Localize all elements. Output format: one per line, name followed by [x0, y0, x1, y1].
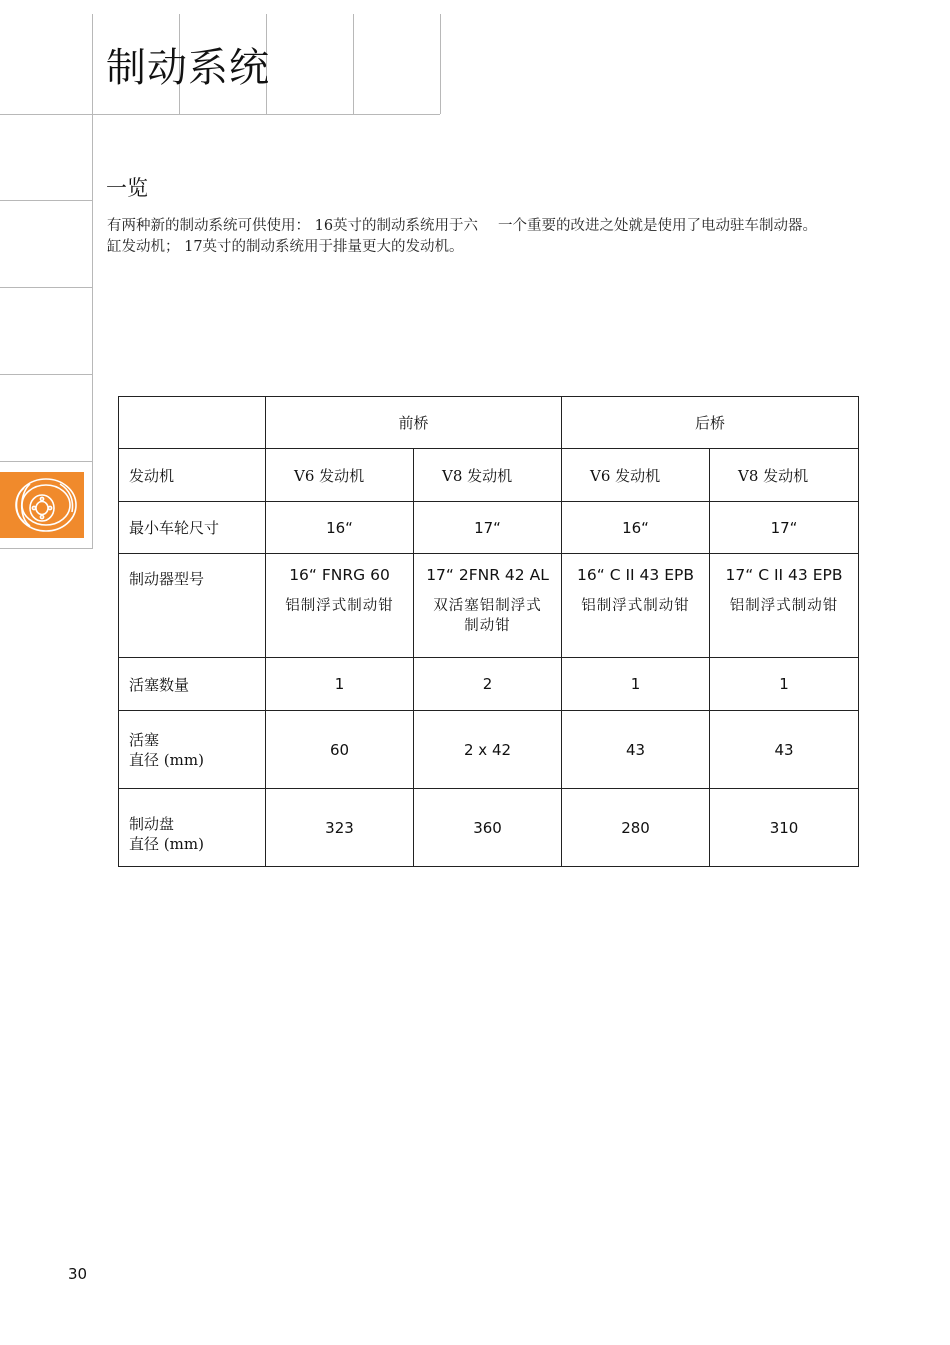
caliper-type: 铝制浮式制动钳 [285, 598, 394, 614]
piston-diameter-cell: 43 [710, 711, 859, 789]
piston-count-cell: 1 [266, 658, 414, 711]
engine-cell: V8 发动机 [414, 449, 562, 502]
empty-corner-cell [119, 397, 266, 449]
label-line: 制动盘 [129, 815, 175, 833]
intro-paragraph-left: 有两种新的制动系统可供使用： 16英寸的制动系统用于六缸发动机； 17英寸的制动系统用于排量更大的发动机。 [107, 218, 479, 255]
wheel-size-cell: 17“ [710, 502, 859, 554]
disc-diameter-cell: 280 [562, 789, 710, 867]
wheel-size-label: 最小车轮尺寸 [119, 502, 266, 554]
brake-model-cell [562, 554, 710, 658]
side-tab-rule [0, 461, 92, 462]
header-grid-rule [353, 14, 354, 114]
piston-diameter-label [119, 711, 266, 789]
engine-cell: V8 发动机 [710, 449, 859, 502]
brake-model-name: 16“ FNRG 60 [289, 566, 390, 584]
engine-cell: V6 发动机 [266, 449, 414, 502]
side-tab-rule [0, 548, 92, 549]
label-line: 直径 (mm) [129, 750, 204, 769]
section-heading: 一览 [106, 176, 148, 200]
page-title: 制动系统 [106, 45, 270, 91]
table-row-wheel-size [119, 502, 859, 554]
table-row-piston-diameter [119, 711, 859, 789]
table-row-axles [119, 397, 859, 449]
wheel-size-cell: 17“ [414, 502, 562, 554]
disc-diameter-cell: 310 [710, 789, 859, 867]
table-row-engine [119, 449, 859, 502]
caliper-type: 铝制浮式制动钳 [581, 598, 690, 614]
brake-model-name: 17“ 2FNR 42 AL [426, 566, 549, 584]
rear-axle-header: 后桥 [562, 397, 859, 449]
piston-diameter-cell: 43 [562, 711, 710, 789]
brake-disc-icon [0, 472, 84, 538]
brake-model-cell [266, 554, 414, 658]
front-axle-header: 前桥 [266, 397, 562, 449]
piston-count-cell: 2 [414, 658, 562, 711]
piston-count-cell: 1 [710, 658, 859, 711]
caliper-type: 铝制浮式制动钳 [729, 598, 839, 614]
table-row-brake-model [119, 554, 859, 658]
disc-diameter-cell: 360 [414, 789, 562, 867]
label-line: 直径 (mm) [129, 835, 204, 853]
header-bottom-rule [0, 114, 440, 115]
side-tab-rule [0, 287, 92, 288]
piston-count-label: 活塞数量 [119, 658, 266, 711]
table-row-piston-count [119, 658, 859, 711]
table-row-disc-diameter [119, 789, 859, 867]
engine-cell: V6 发动机 [562, 449, 710, 502]
engine-label: 发动机 [119, 449, 266, 502]
brake-model-name: 17“ C II 43 EPB [725, 566, 843, 584]
disc-diameter-label [119, 789, 266, 867]
label-line: 活塞 [129, 730, 160, 749]
brake-model-label: 制动器型号 [119, 554, 266, 658]
piston-count-cell: 1 [562, 658, 710, 711]
wheel-size-cell: 16“ [562, 502, 710, 554]
wheel-size-cell: 16“ [266, 502, 414, 554]
piston-diameter-cell: 2 x 42 [414, 711, 562, 789]
brake-model-cell [710, 554, 859, 658]
brake-model-name: 16“ C II 43 EPB [577, 566, 694, 584]
header-grid-rule [440, 14, 441, 114]
page-number: 30 [68, 1265, 88, 1283]
brake-model-cell [414, 554, 562, 658]
brake-spec-table [118, 396, 859, 867]
margin-rule [92, 14, 93, 549]
disc-diameter-cell: 323 [266, 789, 414, 867]
side-tab-rule [0, 374, 92, 375]
caliper-type: 双活塞铝制浮式制动钳 [433, 598, 542, 634]
side-tab-rule [0, 200, 92, 201]
intro-paragraph-right: 一个重要的改进之处就是使用了电动驻车制动器。 [498, 218, 817, 234]
piston-diameter-cell: 60 [266, 711, 414, 789]
